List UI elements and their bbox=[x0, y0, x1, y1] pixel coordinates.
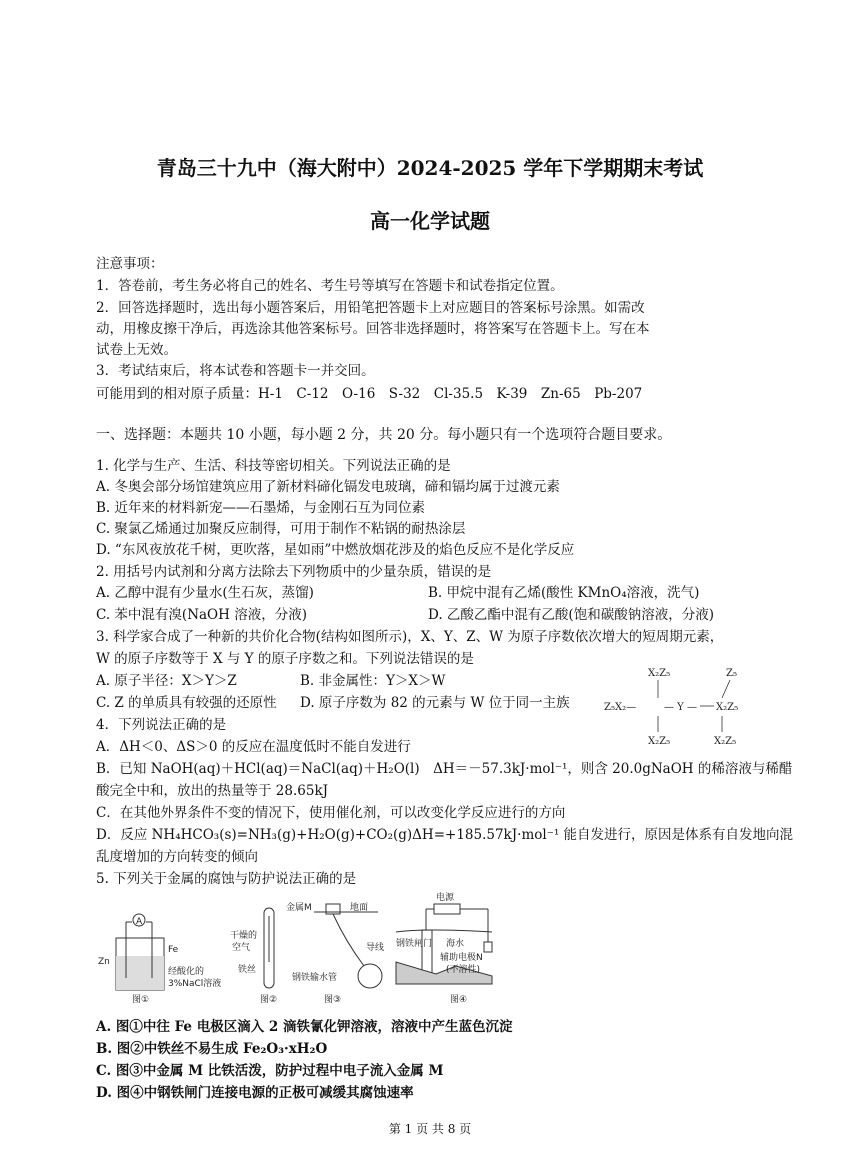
q3-option-d: D. 原子序数为 82 的元素与 W 位于同一主族 bbox=[300, 695, 570, 711]
q1-option-d: D. “东风夜放花千树，更吹落，星如雨”中燃放烟花涉及的焰色反应不是化学反应 bbox=[96, 542, 575, 558]
q3-stem-cont: W 的原子序数等于 X 与 Y 的原子序数之和。下列说法错误的是 bbox=[96, 651, 474, 667]
struct-bot-left: X₂Z₅ bbox=[648, 736, 671, 747]
q4-option-d-cont: 乱度增加的方向转变的倾向 bbox=[96, 849, 258, 865]
notice-item-2-end: 试卷上无效。 bbox=[96, 342, 177, 358]
q3-structure-diagram bbox=[604, 666, 774, 748]
atomic-mass-line: 可能用到的相对原子质量：H-1 C-12 O-16 S-32 Cl-35.5 K-39 Zn-65 Pb-207 bbox=[96, 386, 643, 402]
notice-item-2-cont: 动，用橡皮擦干净后，再选涂其他答案标号。回答非选择题时，将答案写在答题卡上。写在本 bbox=[96, 321, 650, 337]
q5-option-c: C. 图③中金属 M 比铁活泼，防护过程中电子流入金属 M bbox=[96, 1063, 444, 1079]
fig4-sea-label: 海水 bbox=[446, 939, 465, 949]
fig1-fe-label: Fe bbox=[168, 945, 179, 955]
q2-stem: 2. 用括号内试剂和分离方法除去下列物质中的少量杂质，错误的是 bbox=[96, 564, 492, 580]
fig1-zn-label: Zn bbox=[98, 957, 110, 967]
q2-option-b: B. 甲烷中混有乙烯(酸性 KMnO₄溶液，洗气) bbox=[428, 585, 700, 601]
q4-stem: 4．下列说法正确的是 bbox=[96, 717, 227, 733]
fig4-gate-label: 钢铁闸门 bbox=[396, 939, 433, 949]
struct-bot-right: X₂Z₅ bbox=[714, 736, 737, 747]
fig1-ammeter-label: A bbox=[136, 917, 143, 927]
figure-2-test-tube bbox=[264, 908, 274, 988]
fig3-metal-label: 金属M bbox=[286, 903, 312, 913]
q3-option-b: B. 非金属性：Y＞X＞W bbox=[300, 673, 446, 689]
q3-option-a: A. 原子半径：X＞Y＞Z bbox=[96, 673, 237, 689]
q5-figures bbox=[96, 893, 496, 1005]
struct-top-left: X₂Z₅ bbox=[648, 668, 671, 679]
section-heading: 一、选择题：本题共 10 小题，每小题 2 分，共 20 分。每小题只有一个选项符合题目要求。 bbox=[96, 427, 672, 443]
q4-option-c: C．在其他外界条件不变的情况下，使用催化剂，可以改变化学反应进行的方向 bbox=[96, 805, 566, 821]
q3-stem: 3. 科学家合成了一种新的共价化合物(结构如图所示)，X、Y、Z、W 为原子序数依次增大的短周期元素， bbox=[96, 629, 724, 645]
struct-mid-left: Z₅X₂— bbox=[604, 702, 637, 713]
q4-option-d: D．反应 NH₄HCO₃(s)=NH₃(g)+H₂O(g)+CO₂(g)ΔH=+185.57kJ·mol⁻¹ 能自发进行，原因是体系有自发地向混 bbox=[96, 827, 794, 843]
q1-option-b: B. 近年来的材料新宠——石墨烯，与金刚石互为同位素 bbox=[96, 500, 426, 516]
q2-option-c: C. 苯中混有溴(NaOH 溶液，分液) bbox=[96, 607, 307, 623]
q1-option-a: A. 冬奥会部分场馆建筑应用了新材料碲化镉发电玻璃，碲和镉均属于过渡元素 bbox=[96, 479, 560, 495]
q3-option-c: C. Z 的单质具有较强的还原性 bbox=[96, 695, 277, 711]
q2-option-d: D. 乙酸乙酯中混有乙酸(饱和碳酸钠溶液，分液) bbox=[428, 607, 714, 623]
q2-option-a: A. 乙醇中混有少量水(生石灰，蒸馏) bbox=[96, 585, 314, 601]
fig1-solution-label-1: 经酸化的 bbox=[168, 967, 205, 977]
notice-item-3: 3．考试结束后，将本试卷和答题卡一并交回。 bbox=[96, 363, 375, 379]
fig4-aux-label-2: (不溶性) bbox=[446, 965, 481, 975]
q4-option-a: A．ΔH＜0、ΔS＞0 的反应在温度低时不能自发进行 bbox=[96, 739, 411, 755]
fig1-caption: 图① bbox=[132, 995, 150, 1005]
exam-subtitle: 高一化学试题 bbox=[370, 209, 490, 233]
q5-stem: 5. 下列关于金属的腐蚀与防护说法正确的是 bbox=[96, 871, 357, 887]
struct-top-right: Z₅ bbox=[726, 668, 737, 679]
fig4-power-label: 电源 bbox=[436, 893, 455, 903]
exam-title: 青岛三十九中（海大附中）2024-2025 学年下学期期末考试 bbox=[156, 156, 704, 180]
q5-option-b: B. 图②中铁丝不易生成 Fe₂O₃·xH₂O bbox=[96, 1041, 328, 1057]
notice-item-2: 2．回答选择题时，选出每小题答案后，用铅笔把答题卡上对应题目的答案标号涂黑。如需改 bbox=[96, 300, 645, 316]
struct-mid-center: — Y — bbox=[664, 702, 697, 713]
page-footer: 第 1 页 共 8 页 bbox=[388, 1122, 472, 1136]
fig4-caption: 图④ bbox=[450, 995, 468, 1005]
q4-option-b-cont: 酸完全中和，放出的热量等于 28.65kJ bbox=[96, 783, 329, 799]
fig3-ground-label: 地面 bbox=[350, 903, 369, 913]
q1-option-c: C. 聚氯乙烯通过加聚反应制得，可用于制作不粘锅的耐热涂层 bbox=[96, 521, 466, 537]
notice-heading: 注意事项： bbox=[96, 256, 164, 272]
fig1-solution-label-2: 3%NaCl溶液 bbox=[168, 979, 222, 989]
q1-stem: 1. 化学与生产、生活、科技等密切相关。下列说法正确的是 bbox=[96, 458, 451, 474]
struct-mid-right: X₂Z₅ bbox=[716, 702, 739, 713]
notice-item-1: 1．答卷前，考生务必将自己的姓名、考生号等填写在答题卡和试卷指定位置。 bbox=[96, 278, 564, 294]
fig2-caption: 图② bbox=[260, 995, 278, 1005]
fig2-wire-label: 铁丝 bbox=[238, 965, 257, 975]
q5-option-a: A. 图①中往 Fe 电极区滴入 2 滴铁氰化钾溶液，溶液中产生蓝色沉淀 bbox=[96, 1019, 513, 1035]
fig2-air-label-2: 空气 bbox=[232, 943, 251, 953]
fig3-lead-label: 导线 bbox=[366, 943, 385, 953]
fig4-aux-label-1: 辅助电极N bbox=[440, 953, 483, 963]
fig3-pipe-label: 钢铁输水管 bbox=[292, 973, 338, 983]
fig2-air-label-1: 干燥的 bbox=[230, 931, 258, 941]
fig3-caption: 图③ bbox=[324, 995, 342, 1005]
q5-option-d: D. 图④中钢铁闸门连接电源的正极可减缓其腐蚀速率 bbox=[96, 1085, 414, 1101]
q4-option-b: B．已知 NaOH(aq)＋HCl(aq)＝NaCl(aq)＋H₂O(l) ΔH＝－57.3kJ·mol⁻¹，则含 20.0gNaOH 的稀溶液与稀醋 bbox=[96, 761, 793, 777]
